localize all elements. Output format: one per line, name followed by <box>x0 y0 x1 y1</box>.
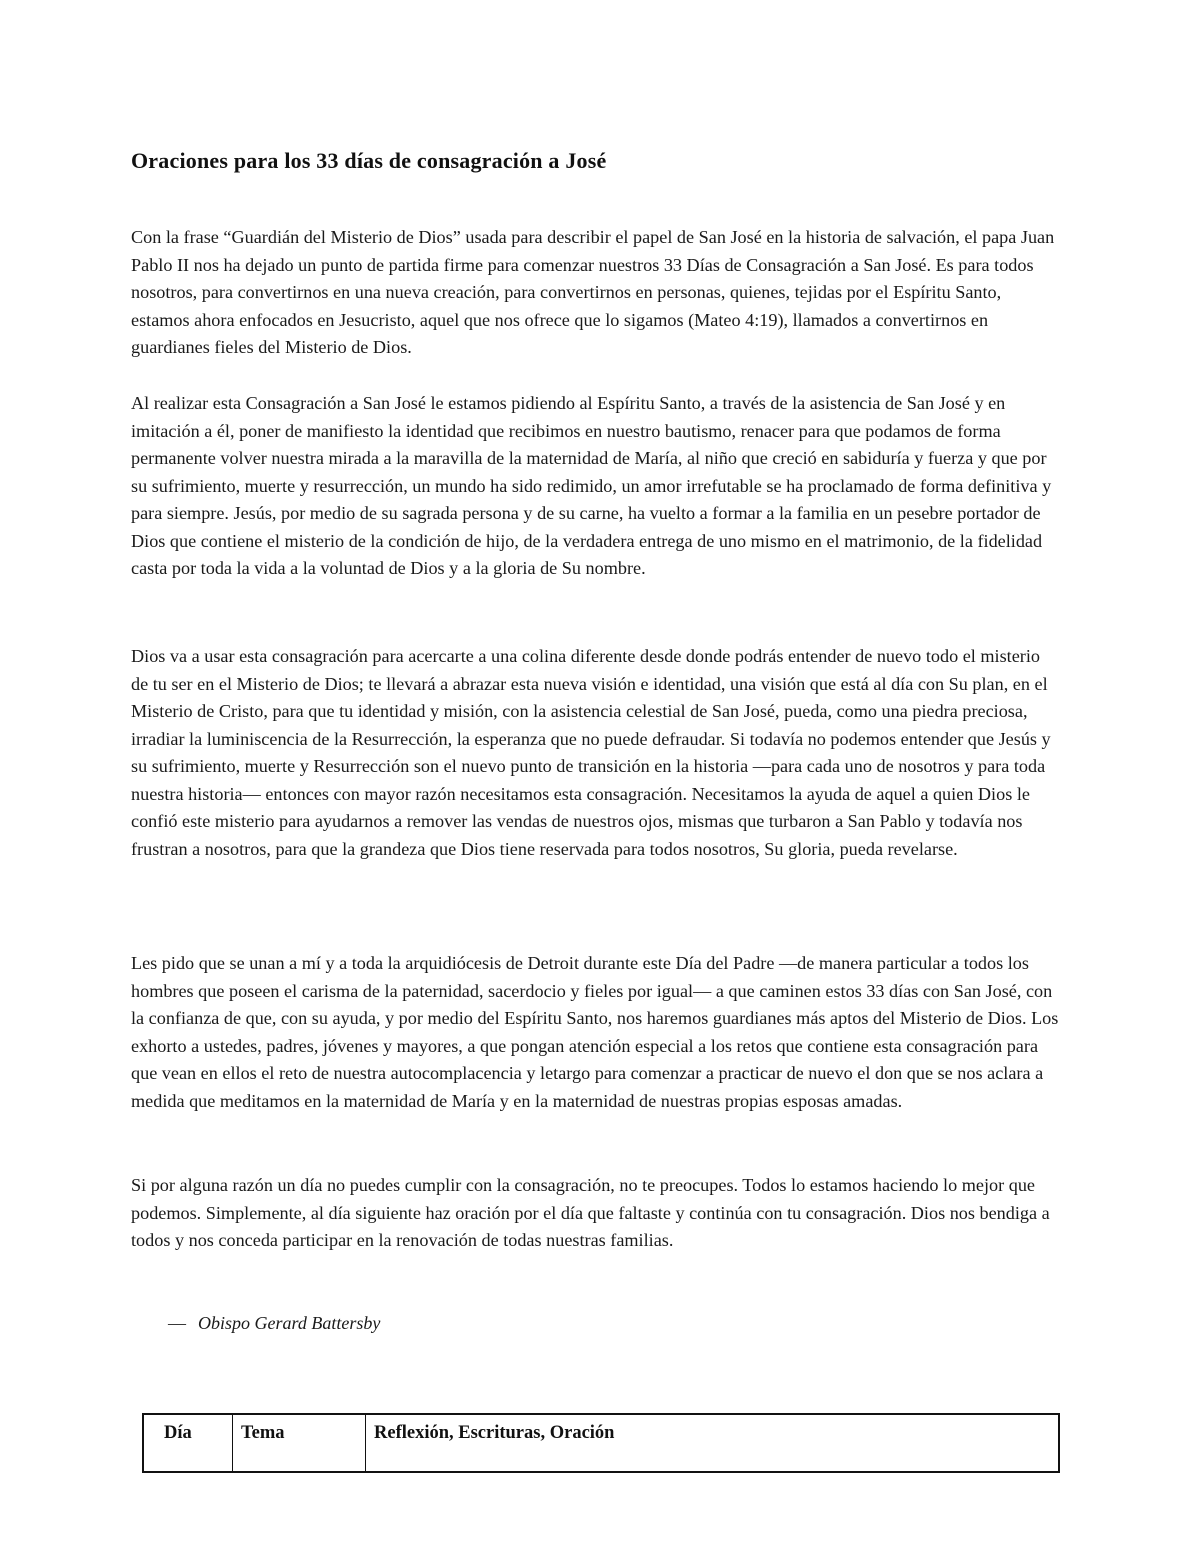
signature-name: Obispo Gerard Battersby <box>198 1313 381 1333</box>
signature-dash: — <box>168 1313 186 1333</box>
header-theme: Tema <box>233 1414 366 1472</box>
table-header-row <box>143 1414 1059 1472</box>
paragraph-closing: Si por alguna razón un día no puedes cumplir con la consagración, no te preocupes. Todos lo estamos haciendo lo mejor que podemos. Simplemente, al día siguiente haz oración por el día que faltaste y continúa con tu consagración. Dios nos bendiga a todos y nos conceda participar en la renovación de todas nuestras familias. <box>131 1175 1050 1250</box>
header-reflection: Reflexión, Escrituras, Oración <box>366 1414 1060 1472</box>
schedule-table <box>142 1413 1060 1473</box>
paragraph-intro: Con la frase “Guardián del Misterio de Dios” usada para describir el papel de San José en la historia de salvación, el papa Juan Pablo II nos ha dejado un punto de partida firme para comenzar nuestros 33 Días de Consagración a San José. Es para todos nosotros, para convertirnos en una nueva creación, para convertirnos en personas, quienes, tejidas por el Espíritu Santo, estamos ahora enfocados en Jesucristo, aquel que nos ofrece que lo sigamos (Mateo 4:19), llamados a convertirnos en guardianes fieles del Misterio de Dios. <box>131 227 1055 357</box>
paragraph-invitation: Les pido que se unan a mí y a toda la arquidiócesis de Detroit durante este Día del Padre —de manera particular a todos los hombres que poseen el carisma de la paternidad, sacerdocio y fieles por igual— a que caminen estos 33 días con San José, con la confianza de que, con su ayuda, y por medio del Espíritu Santo, nos haremos guardianes más aptos del Misterio de Dios. Los exhorto a ustedes, padres, jóvenes y mayores, a que pongan atención especial a los retos que contiene esta consagración para que vean en ellos el reto de nuestra autocomplacencia y letargo para comenzar a practicar de nuevo el don que se nos aclara a medida que meditamos en la maternidad de María y en la maternidad de nuestras propias esposas amadas. <box>131 953 1059 1111</box>
paragraph-consecration: Al realizar esta Consagración a San José le estamos pidiendo al Espíritu Santo, a través de la asistencia de San José y en imitación a él, poner de manifiesto la identidad que recibimos en nuestro bautismo, renacer para que podamos de forma permanente volver nuestra mirada a la maravilla de la maternidad de María, al niño que creció en sabiduría y fuerza y que por su sufrimiento, muerte y resurrección, un mundo ha sido redimido, un amor irrefutable se ha proclamado de forma definitiva y para siempre. Jesús, por medio de su sagrada persona y de su carne, ha vuelto a formar a la familia en un pesebre portador de Dios que contiene el misterio de la condición de hijo, de la verdadera entrega de uno mismo en el matrimonio, de la fidelidad casta por toda la vida a la voluntad de Dios y a la gloria de Su nombre. <box>131 393 1052 578</box>
paragraph-mystery: Dios va a usar esta consagración para acercarte a una colina diferente desde donde podrás entender de nuevo todo el misterio de tu ser en el Misterio de Dios; te llevará a abrazar esta nueva visión e identidad, una visión que está al día con Su plan, en el Misterio de Cristo, para que tu identidad y misión, con la asistencia celestial de San José, pueda, como una piedra preciosa, irradiar la luminiscencia de la Resurrección, la esperanza que no puede defraudar. Si todavía no podemos entender que Jesús y su sufrimiento, muerte y Resurrección son el nuevo punto de transición en la historia —para cada uno de nosotros y para toda nuestra historia— entonces con mayor razón necesitamos esta consagración. Necesitamos la ayuda de aquel a quien Dios le confió este misterio para ayudarnos a remover las vendas de nuestros ojos, mismas que turbaron a San Pablo y todavía nos frustran a nosotros, para que la grandeza que Dios tiene reservada para todos nosotros, Su gloria, pueda revelarse. <box>131 646 1051 859</box>
header-day: Día <box>143 1414 233 1472</box>
document-title: Oraciones para los 33 días de consagración a José <box>131 148 607 173</box>
signature <box>168 1313 380 1334</box>
